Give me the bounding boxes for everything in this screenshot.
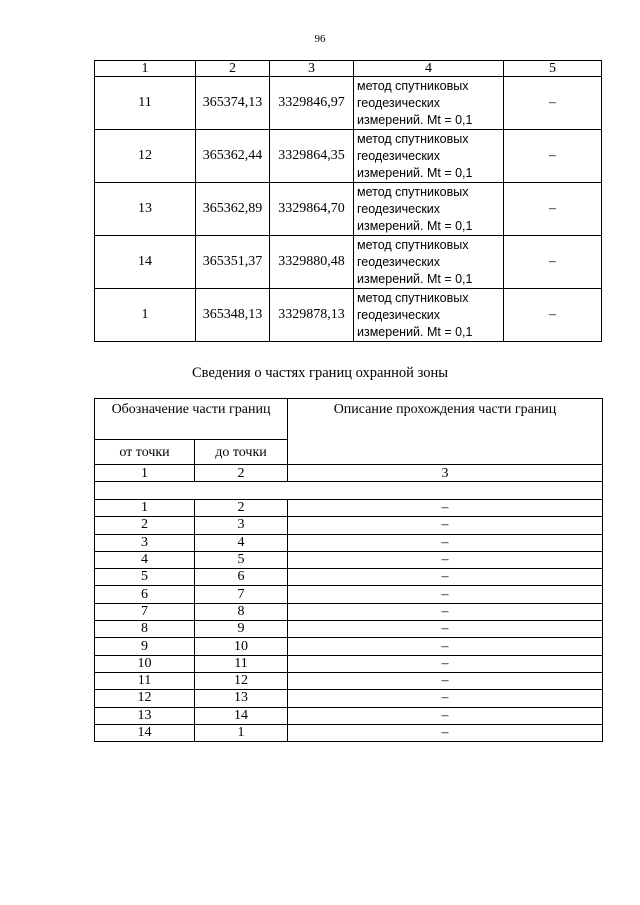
to-point: 12 (195, 672, 288, 689)
to-point: 6 (195, 569, 288, 586)
to-point: 3 (195, 517, 288, 534)
coordinate-x: 365362,44 (196, 130, 270, 183)
from-point-header: от точки (95, 440, 195, 465)
part-description: – (288, 551, 603, 568)
part-description: – (288, 586, 603, 603)
to-point: 11 (195, 655, 288, 672)
to-point: 14 (195, 707, 288, 724)
method-line: метод спутниковых (357, 131, 469, 146)
method-line: геодезических (357, 254, 441, 269)
coordinates-header-cell: 4 (354, 61, 504, 77)
column-number: 1 (95, 465, 195, 482)
point-number: 12 (95, 130, 196, 183)
coordinates-header-cell: 2 (196, 61, 270, 77)
from-point: 3 (95, 534, 195, 551)
table-row (95, 500, 603, 517)
from-point: 2 (95, 517, 195, 534)
from-point: 8 (95, 621, 195, 638)
column-number: 3 (288, 465, 603, 482)
from-point: 10 (95, 655, 195, 672)
to-point: 8 (195, 603, 288, 620)
to-point-header: до точки (195, 440, 288, 465)
from-point: 9 (95, 638, 195, 655)
coordinate-y: 3329864,70 (270, 183, 354, 236)
to-point: 10 (195, 638, 288, 655)
to-point: 13 (195, 690, 288, 707)
table-row (95, 130, 602, 183)
part-description: – (288, 500, 603, 517)
blank-row (95, 482, 603, 500)
to-point: 5 (195, 551, 288, 568)
page-number: 96 (314, 33, 326, 45)
boundary-parts-table (94, 398, 603, 742)
table-row (95, 672, 603, 689)
coordinate-y: 3329880,48 (270, 236, 354, 289)
table-row (95, 569, 603, 586)
parts-column-numbers-row (95, 465, 603, 482)
from-point: 11 (95, 672, 195, 689)
part-description: – (288, 707, 603, 724)
parts-header-row (95, 399, 603, 440)
method-line: метод спутниковых (357, 290, 469, 305)
method-line: геодезических (357, 95, 441, 110)
from-point: 12 (95, 690, 195, 707)
method-line: измерений. Mt = 0,1 (357, 324, 473, 339)
note-cell: – (504, 289, 602, 342)
method-description (354, 236, 504, 289)
method-line: геодезических (357, 148, 441, 163)
coordinate-x: 365351,37 (196, 236, 270, 289)
from-point: 5 (95, 569, 195, 586)
from-point: 6 (95, 586, 195, 603)
method-line: измерений. Mt = 0,1 (357, 112, 473, 127)
note-cell: – (504, 236, 602, 289)
to-point: 1 (195, 724, 288, 741)
part-description: – (288, 569, 603, 586)
table-row (95, 289, 602, 342)
coordinate-x: 365374,13 (196, 77, 270, 130)
coordinate-y: 3329846,97 (270, 77, 354, 130)
column-number: 2 (195, 465, 288, 482)
part-description: – (288, 672, 603, 689)
part-description: – (288, 655, 603, 672)
table-row (95, 724, 603, 741)
to-point: 4 (195, 534, 288, 551)
note-cell: – (504, 77, 602, 130)
coordinates-header-cell: 1 (95, 61, 196, 77)
table-row (95, 690, 603, 707)
note-cell: – (504, 130, 602, 183)
table-row (95, 517, 603, 534)
part-description: – (288, 724, 603, 741)
method-description (354, 130, 504, 183)
coordinate-y: 3329864,35 (270, 130, 354, 183)
coordinates-header-cell: 3 (270, 61, 354, 77)
method-description (354, 77, 504, 130)
table-row (95, 534, 603, 551)
table-row (95, 621, 603, 638)
method-description (354, 289, 504, 342)
description-header: Описание прохождения части границ (288, 399, 603, 465)
to-point: 7 (195, 586, 288, 603)
from-point: 1 (95, 500, 195, 517)
method-line: метод спутниковых (357, 237, 469, 252)
method-line: метод спутниковых (357, 78, 469, 93)
from-point: 4 (95, 551, 195, 568)
point-number: 13 (95, 183, 196, 236)
method-line: измерений. Mt = 0,1 (357, 271, 473, 286)
part-description: – (288, 638, 603, 655)
table-row (95, 655, 603, 672)
from-point: 13 (95, 707, 195, 724)
table-row (95, 638, 603, 655)
blank-cell (95, 482, 603, 500)
to-point: 9 (195, 621, 288, 638)
coordinates-header-row (95, 61, 602, 77)
point-number: 11 (95, 77, 196, 130)
method-description (354, 183, 504, 236)
part-description: – (288, 517, 603, 534)
point-number: 1 (95, 289, 196, 342)
table-row (95, 77, 602, 130)
method-line: метод спутниковых (357, 184, 469, 199)
part-description: – (288, 534, 603, 551)
coordinates-header-cell: 5 (504, 61, 602, 77)
coordinates-table (94, 60, 602, 342)
coordinate-y: 3329878,13 (270, 289, 354, 342)
part-description: – (288, 621, 603, 638)
table-row (95, 236, 602, 289)
table-row (95, 551, 603, 568)
from-point: 14 (95, 724, 195, 741)
table-row (95, 603, 603, 620)
part-description: – (288, 603, 603, 620)
coordinate-x: 365362,89 (196, 183, 270, 236)
table-row (95, 183, 602, 236)
coordinate-x: 365348,13 (196, 289, 270, 342)
group-header: Обозначение части границ (95, 399, 288, 440)
point-number: 14 (95, 236, 196, 289)
method-line: измерений. Mt = 0,1 (357, 218, 473, 233)
section-title: Сведения о частях границ охранной зоны (192, 365, 448, 381)
from-point: 7 (95, 603, 195, 620)
table-row (95, 586, 603, 603)
method-line: геодезических (357, 201, 441, 216)
table-row (95, 707, 603, 724)
note-cell: – (504, 183, 602, 236)
part-description: – (288, 690, 603, 707)
method-line: измерений. Mt = 0,1 (357, 165, 473, 180)
to-point: 2 (195, 500, 288, 517)
method-line: геодезических (357, 307, 441, 322)
